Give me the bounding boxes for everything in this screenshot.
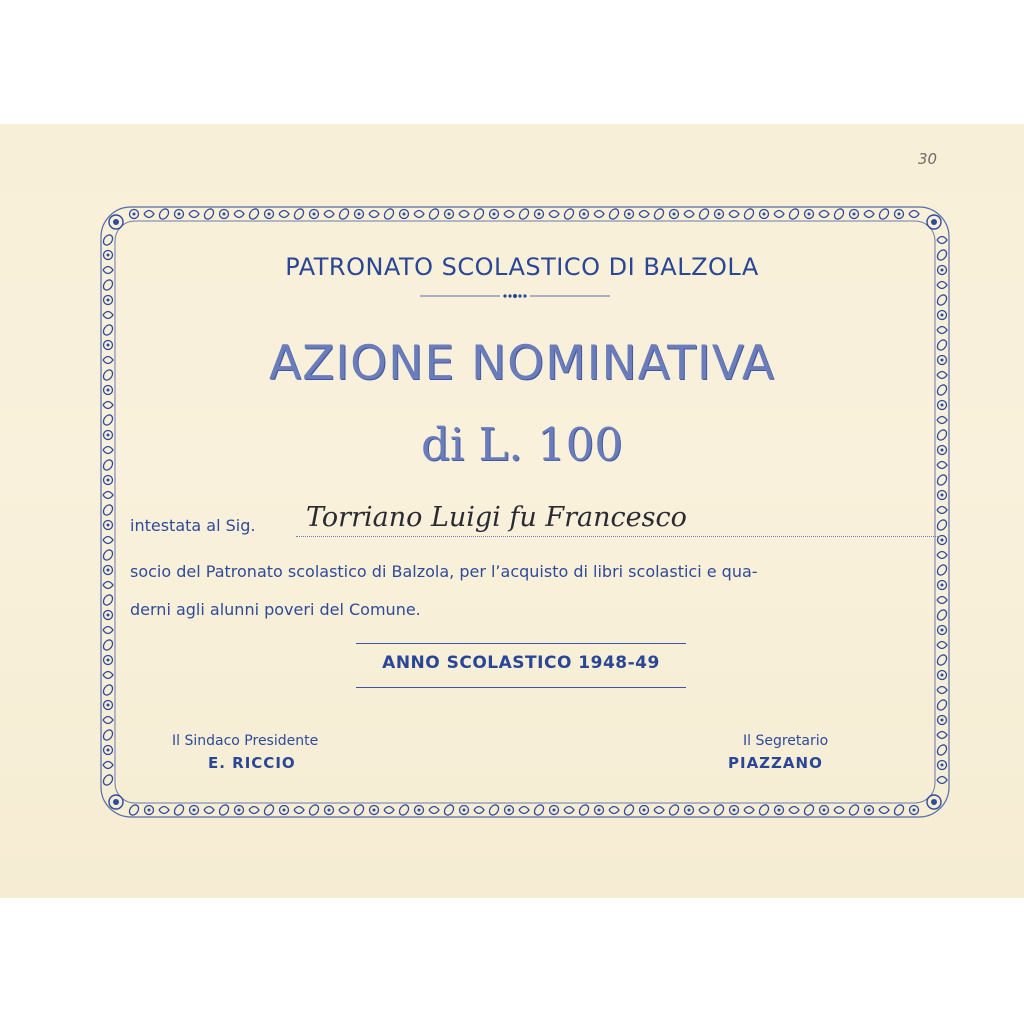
- purpose-line-1: socio del Patronato scolastico di Balzola, per l’acquisto di libri scolastici e qua-: [130, 562, 758, 581]
- document-title: AZIONE NOMINATIVA: [268, 336, 776, 391]
- corner-note: 30: [918, 150, 938, 168]
- year-rule-top: [356, 643, 686, 644]
- organization-name: PATRONATO SCOLASTICO DI BALZOLA: [285, 253, 759, 281]
- right-signature-role: Il Segretario: [743, 733, 829, 749]
- left-signature-role: Il Sindaco Presidente: [172, 733, 319, 749]
- year-rule-bottom: [356, 687, 686, 688]
- holder-name-line: [296, 536, 940, 537]
- holder-name-handwritten: Torriano Luigi fu Francesco: [306, 502, 687, 533]
- school-year: ANNO SCOLASTICO 1948-49: [382, 653, 660, 673]
- ornamental-divider-icon: [420, 293, 610, 299]
- document-amount: di L. 100: [421, 418, 623, 471]
- holder-prefix: intestata al Sig.: [130, 516, 256, 535]
- purpose-line-2: derni agli alunni poveri del Comune.: [130, 600, 421, 619]
- left-signature-name: E. RICCIO: [208, 754, 296, 772]
- right-signature-name: PIAZZANO: [728, 754, 823, 772]
